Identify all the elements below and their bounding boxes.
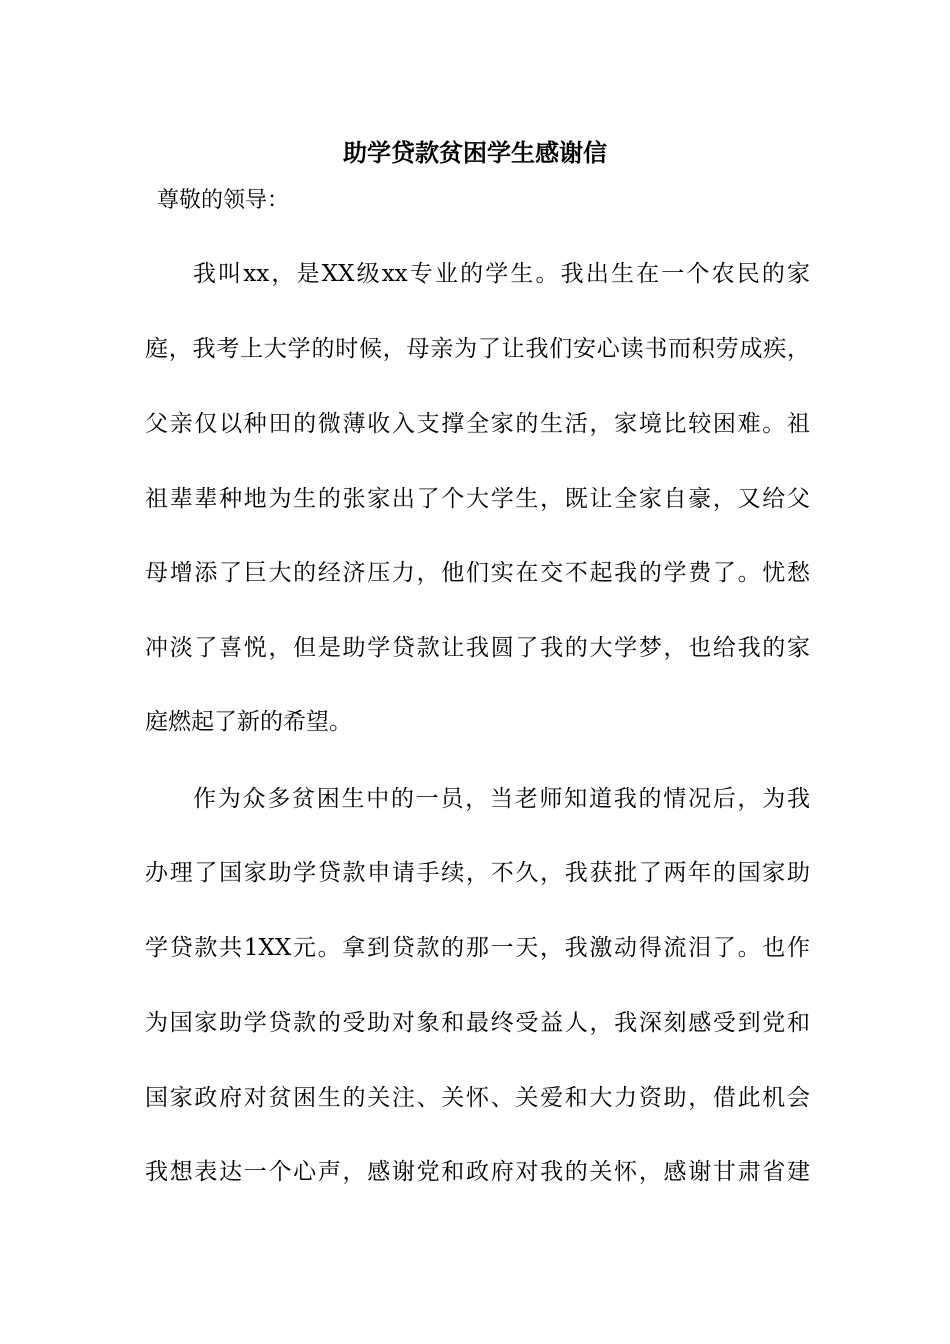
paragraph-line: 国家政府对贫困生的关注、关怀、关爱和大力资助，借此机会 xyxy=(145,1085,810,1111)
paragraph-line: 祖辈辈种地为生的张家出了个大学生，既让全家自豪，又给父 xyxy=(145,486,810,512)
paragraph-line: 我想表达一个心声，感谢党和政府对我的关怀，感谢甘肃省建 xyxy=(145,1159,810,1185)
paragraph-line: 作为众多贫困生中的一员，当老师知道我的情况后，为我 xyxy=(193,786,810,812)
document-title: 助学贷款贫困学生感谢信 xyxy=(343,138,607,167)
paragraph-line: 母增添了巨大的经济压力，他们实在交不起我的学费了。忧愁 xyxy=(145,560,810,586)
paragraph-line: 冲淡了喜悦，但是助学贷款让我圆了我的大学梦，也给我的家 xyxy=(145,635,810,661)
paragraph-line: 学贷款共1XX元。拿到贷款的那一天，我激动得流泪了。也作 xyxy=(145,935,810,961)
paragraph-line: 庭燃起了新的希望。 xyxy=(145,709,352,735)
salutation: 尊敬的领导： xyxy=(157,188,290,213)
paragraph-line: 庭，我考上大学的时候，母亲为了让我们安心读书而积劳成疾， xyxy=(145,336,810,362)
paragraph-line: 办理了国家助学贷款申请手续，不久，我获批了两年的国家助 xyxy=(145,860,810,886)
paragraph-line: 为国家助学贷款的受助对象和最终受益人，我深刻感受到党和 xyxy=(145,1010,810,1036)
paragraph-line: 我叫xx，是XX级xx专业的学生。我出生在一个农民的家 xyxy=(193,261,810,287)
paragraph-line: 父亲仅以种田的微薄收入支撑全家的生活，家境比较困难。祖 xyxy=(145,411,810,437)
